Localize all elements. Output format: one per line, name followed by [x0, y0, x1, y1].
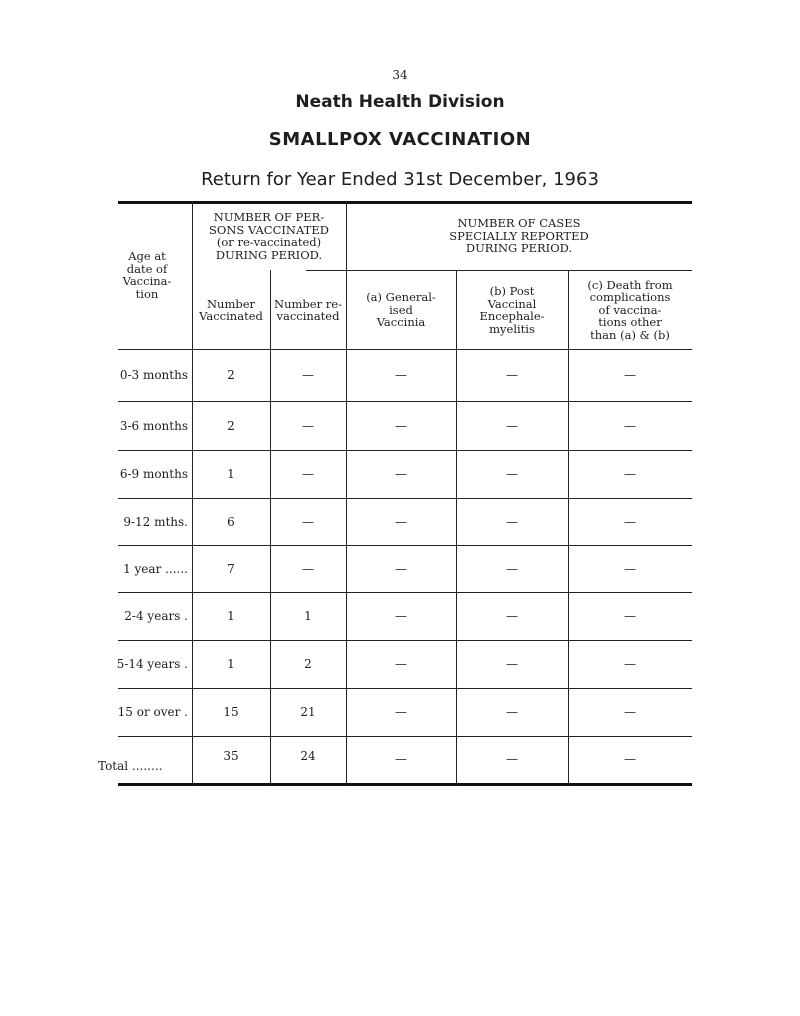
page-number: 34 [392, 68, 408, 82]
vaccinated-cell: 1 [227, 467, 235, 481]
generalised-vaccinia-cell: — [395, 561, 407, 576]
death-complications-cell: — [624, 657, 636, 671]
col-b-header: (b) Post Vaccinal Encephale- myelitis [479, 284, 545, 336]
age-cell: 3-6 months [119, 418, 188, 433]
revaccinated-cell: 2 [304, 657, 312, 671]
death-complications-cell: — [624, 705, 636, 719]
total-revaccinated-cell: 24 [300, 749, 316, 763]
vaccinated-cell: 1 [227, 609, 235, 623]
death-complications-cell: — [624, 561, 636, 576]
revaccinated-cell: 1 [304, 609, 312, 623]
col-c-header: (c) Death from complications of vaccina- tions other than (a) & (b) [587, 277, 673, 342]
death-complications-cell: — [624, 418, 636, 433]
age-cell: 0-3 months [119, 368, 188, 382]
total-death-complications-cell: — [624, 752, 636, 766]
vaccinated-cell: 15 [223, 705, 239, 719]
revaccinated-cell: 21 [300, 705, 316, 719]
revaccinated-cell: — [302, 467, 314, 481]
division-title: Neath Health Division [295, 92, 505, 112]
age-cell: 9-12 mths. [123, 514, 188, 529]
generalised-vaccinia-cell: — [395, 705, 407, 719]
death-complications-cell: — [624, 514, 636, 529]
table-bottom-rule [118, 783, 692, 786]
death-complications-cell: — [624, 467, 636, 481]
total-vaccinated-cell: 35 [223, 749, 239, 763]
vaccinated-cell: 7 [227, 561, 235, 576]
total-generalised-vaccinia-cell: — [395, 752, 407, 766]
generalised-vaccinia-cell: — [395, 418, 407, 433]
generalised-vaccinia-cell: — [395, 368, 407, 382]
col-vaccinated-header: Number Vaccinated [199, 296, 263, 323]
col-revaccinated-header: Number re- vaccinated [274, 296, 342, 323]
total-label: Total ........ [98, 759, 163, 773]
col-age-header: Age at date of Vaccina- tion [122, 249, 172, 301]
generalised-vaccinia-cell: — [395, 657, 407, 671]
page-subtitle: Return for Year Ended 31st December, 1963 [201, 169, 599, 190]
vaccinated-cell: 6 [227, 514, 235, 529]
age-cell: 2-4 years . [124, 609, 188, 623]
encephalomyelitis-cell: — [506, 368, 518, 382]
encephalomyelitis-cell: — [506, 657, 518, 671]
vaccinated-cell: 2 [227, 418, 235, 433]
generalised-vaccinia-cell: — [395, 609, 407, 623]
age-cell: 5-14 years . [116, 657, 188, 671]
encephalomyelitis-cell: — [506, 418, 518, 433]
revaccinated-cell: — [302, 418, 314, 433]
vaccinated-cell: 1 [227, 657, 235, 671]
age-cell: 1 year ...... [123, 561, 188, 576]
generalised-vaccinia-cell: — [395, 514, 407, 529]
generalised-vaccinia-cell: — [395, 467, 407, 481]
encephalomyelitis-cell: — [506, 705, 518, 719]
page-title: SMALLPOX VACCINATION [268, 129, 532, 150]
age-cell: 6-9 months [119, 467, 188, 481]
vaccinated-cell: 2 [227, 368, 235, 382]
death-complications-cell: — [624, 368, 636, 382]
encephalomyelitis-cell: — [506, 467, 518, 481]
revaccinated-cell: — [302, 561, 314, 576]
encephalomyelitis-cell: — [506, 609, 518, 623]
death-complications-cell: — [624, 609, 636, 623]
group-persons-header: NUMBER OF PER- SONS VACCINATED (or re-vaccinated) DURING PERIOD. [209, 210, 329, 262]
total-encephalomyelitis-cell: — [506, 752, 518, 766]
encephalomyelitis-cell: — [506, 514, 518, 529]
col-a-header: (a) General- ised Vaccinia [366, 290, 436, 330]
encephalomyelitis-cell: — [506, 561, 518, 576]
age-cell: 15 or over . [117, 705, 188, 719]
vaccination-table [98, 201, 692, 785]
group-cases-header: NUMBER OF CASES SPECIALLY REPORTED DURING PERIOD. [449, 216, 589, 256]
revaccinated-cell: — [302, 368, 314, 382]
revaccinated-cell: — [302, 514, 314, 529]
